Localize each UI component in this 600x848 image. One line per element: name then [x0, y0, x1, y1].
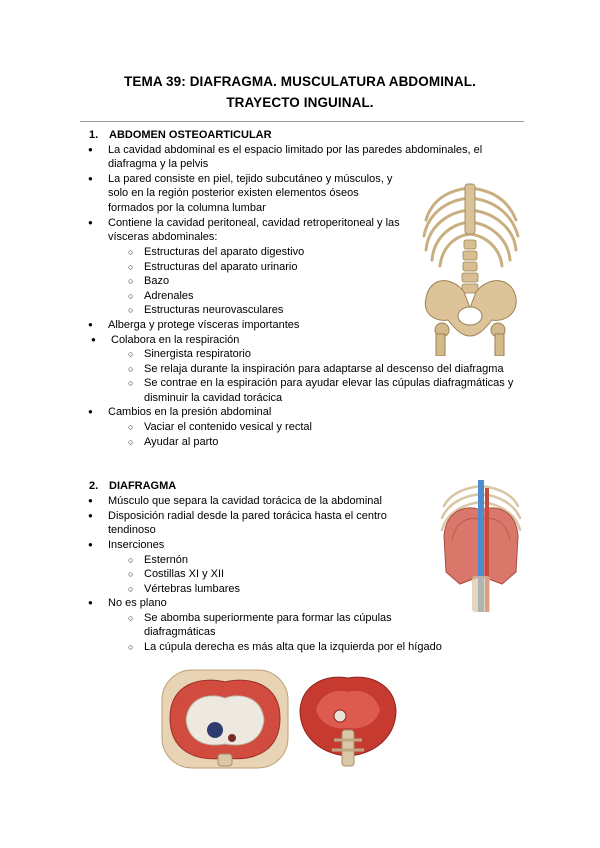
s1-sub-2: ○ Estructuras del aparato urinario [144, 260, 297, 274]
s1-bullet-1-cont: diafragma y la pelvis [108, 158, 209, 170]
diaphragm-front-figure [440, 480, 522, 612]
s2-bullet-1: ● Músculo que separa la cavidad torácica de la abdominal [108, 494, 382, 508]
s1-bullet-2-cont: solo en la región posterior existen elementos óseos [108, 187, 359, 199]
section1-heading: ABDOMEN OSTEOARTICULAR [109, 129, 272, 141]
s1-sub-9: ○ Vaciar el contenido vesical y rectal [144, 420, 312, 434]
s2-sub-3: ○ Vértebras lumbares [144, 582, 240, 596]
title-divider [80, 121, 524, 122]
diaphragm-inferior-figure [296, 670, 400, 770]
s2-sub-1: ○ Esternón [144, 553, 188, 567]
s2-sub-4-cont: diafragmáticas [144, 626, 216, 638]
s2-bullet-4: ● No es plano [108, 596, 167, 610]
skeleton-torso-figure [418, 180, 524, 356]
s1-sub-4: ○ Adrenales [144, 289, 194, 303]
s1-sub-1: ○ Estructuras del aparato digestivo [144, 245, 304, 259]
s1-bullet-3-cont: vísceras abdominales: [108, 231, 218, 243]
s2-bullet-3: ● Inserciones [108, 538, 164, 552]
section1-number: 1. [89, 129, 99, 141]
section2-number: 2. [89, 480, 99, 492]
s1-sub-6: ○ Sinergista respiratorio [144, 347, 251, 361]
s1-sub-8-cont: disminuir la cavidad torácica [144, 392, 283, 404]
s1-sub-10: ○ Ayudar al parto [144, 435, 218, 449]
s1-sub-3: ○ Bazo [144, 274, 169, 288]
page-subtitle: TRAYECTO INGUINAL. [226, 95, 374, 110]
s1-bullet-2-cont2: formados por la columna lumbar [108, 202, 266, 214]
s1-bullet-1: ● La cavidad abdominal es el espacio limitado por las paredes abdominales, el [108, 143, 482, 157]
page-title: TEMA 39: DIAFRAGMA. MUSCULATURA ABDOMINAL. [124, 74, 476, 89]
s1-bullet-6: ● Cambios en la presión abdominal [108, 405, 271, 419]
s2-sub-2: ○ Costillas XI y XII [144, 567, 224, 581]
s1-bullet-5: ● Colabora en la respiración [111, 333, 239, 347]
s2-bullet-2-cont: tendinoso [108, 524, 156, 536]
s2-sub-5: ○ La cúpula derecha es más alta que la izquierda por el hígado [144, 640, 442, 654]
s1-bullet-2: ● La pared consiste en piel, tejido subcutáneo y músculos, y [108, 172, 392, 186]
s1-sub-5: ○ Estructuras neurovasculares [144, 303, 283, 317]
s1-bullet-4: ● Alberga y protege vísceras importantes [108, 318, 299, 332]
s1-sub-8: ○ Se contrae en la espiración para ayudar elevar las cúpulas diafragmáticas y [144, 376, 513, 390]
s2-bullet-2: ● Disposición radial desde la pared torácica hasta el centro [108, 509, 387, 523]
s1-sub-7: ○ Se relaja durante la inspiración para adaptarse al descenso del diafragma [144, 362, 504, 376]
s2-sub-4: ○ Se abomba superiormente para formar las cúpulas [144, 611, 392, 625]
s1-bullet-3: ● Contiene la cavidad peritoneal, cavidad retroperitoneal y las [108, 216, 400, 230]
section2-heading: DIAFRAGMA [109, 480, 177, 492]
diaphragm-superior-figure [160, 668, 290, 770]
